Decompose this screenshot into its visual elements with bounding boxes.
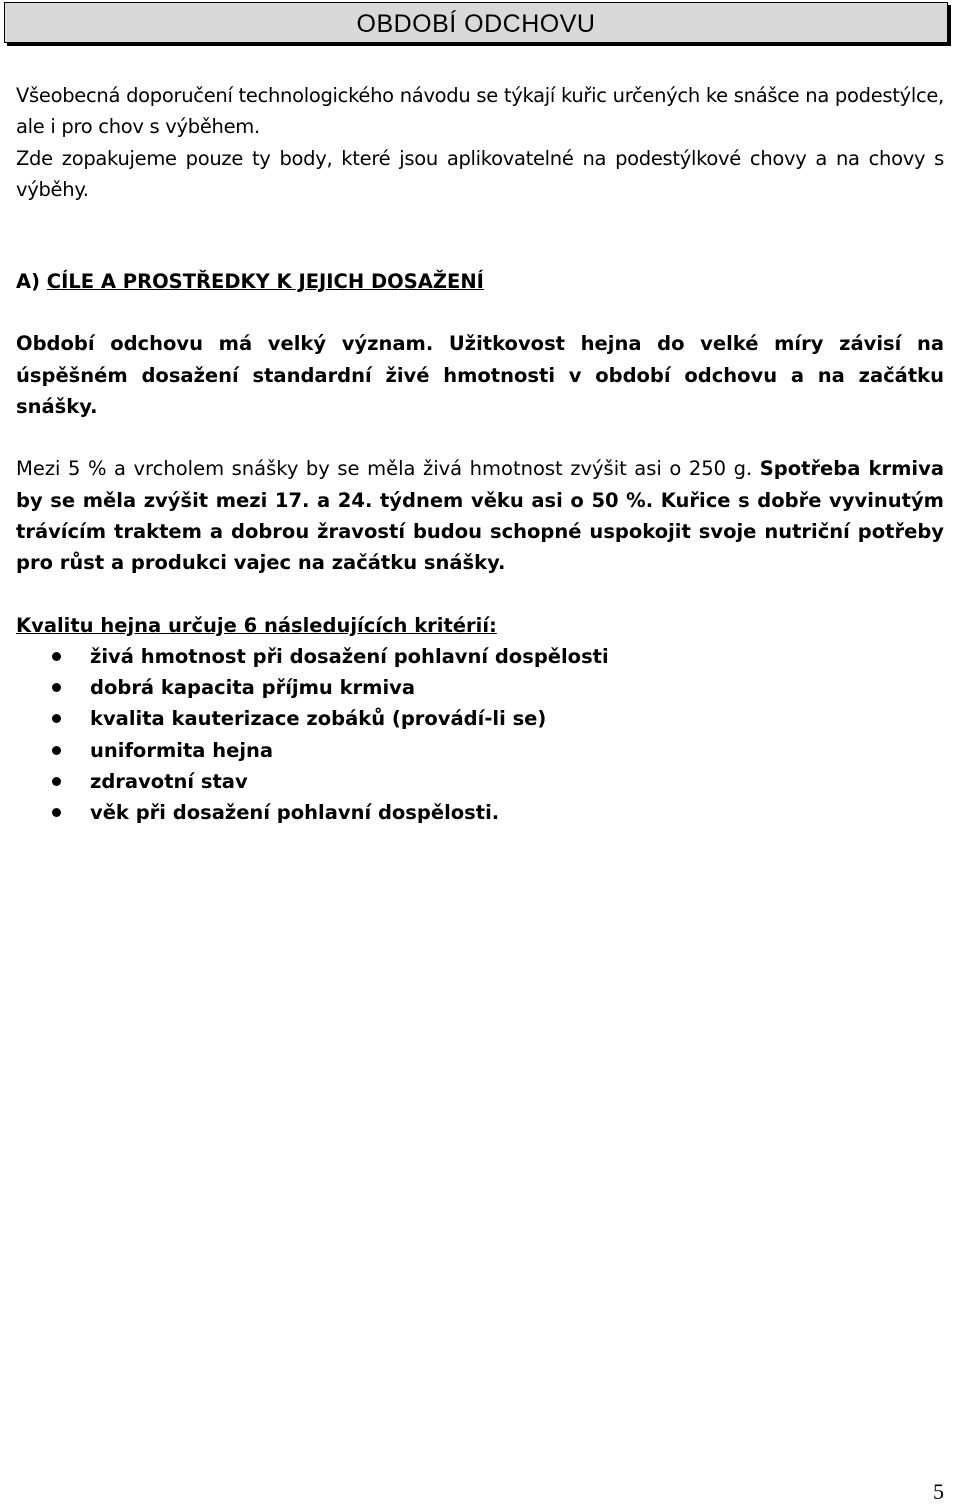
bullet-icon <box>52 808 61 817</box>
paragraph-weight-bold: Spotřeba krmiva by se měla zvýšit mezi 17. a 24. týdnem věku asi o 50 %. Kuřice s dobře vyvinutým trávícím traktem a dobrou žravostí budou schopné uspokojit svoje nutriční potřeby pro růst a produkci vajec na začátku snášky. <box>16 457 944 575</box>
criteria-list <box>16 641 944 829</box>
intro-paragraph-2: Zde zopakujeme pouze ty body, které jsou aplikovatelné na podestýlkové chovy a na chovy s výběhy. <box>16 146 944 201</box>
section-prefix: A) <box>16 270 47 294</box>
title-banner <box>4 2 948 43</box>
criteria-title <box>16 610 944 641</box>
list-item-text: živá hmotnost při dosažení pohlavní dospělosti <box>90 644 609 668</box>
bullet-icon <box>52 652 61 661</box>
page-number: 5 <box>933 1479 944 1504</box>
list-item <box>16 641 944 672</box>
paragraph-weight-normal: Mezi 5 % a vrcholem snášky by se měla živá hmotnost zvýšit asi o 250 g. <box>16 457 760 481</box>
list-item <box>16 766 944 797</box>
list-item-text: dobrá kapacita příjmu krmiva <box>90 676 416 700</box>
list-item-text: zdravotní stav <box>90 770 248 794</box>
bullet-icon <box>52 777 61 786</box>
bullet-icon <box>52 714 61 723</box>
list-item <box>16 735 944 766</box>
document-body <box>16 80 944 829</box>
list-item <box>16 703 944 734</box>
intro-paragraph-1: Všeobecná doporučení technologického návodu se týkají kuřic určených ke snášce na podestýlce, ale i pro chov s výběhem. <box>16 84 944 139</box>
list-item-text: uniformita hejna <box>90 738 274 762</box>
criteria-title-text: Kvalitu hejna určuje 6 následujících kritérií: <box>16 613 497 637</box>
section-heading-text: CÍLE A PROSTŘEDKY K JEJICH DOSAŽENÍ <box>46 270 484 294</box>
list-item <box>16 672 944 703</box>
bullet-icon <box>52 746 61 755</box>
bullet-icon <box>52 683 61 692</box>
list-item-text: kvalita kauterizace zobáků (provádí-li se) <box>90 707 547 731</box>
list-item <box>16 797 944 828</box>
list-item-text: věk při dosažení pohlavní dospělosti. <box>90 801 500 825</box>
page-title: OBDOBÍ ODCHOVU <box>356 10 596 38</box>
paragraph-importance: Období odchovu má velký význam. Užitkovost hejna do velké míry závisí na úspěšném dosažení standardní živé hmotnosti v období odchovu a na začátku snášky. <box>16 332 944 419</box>
paragraph-weight <box>16 453 944 578</box>
section-heading <box>16 266 944 297</box>
